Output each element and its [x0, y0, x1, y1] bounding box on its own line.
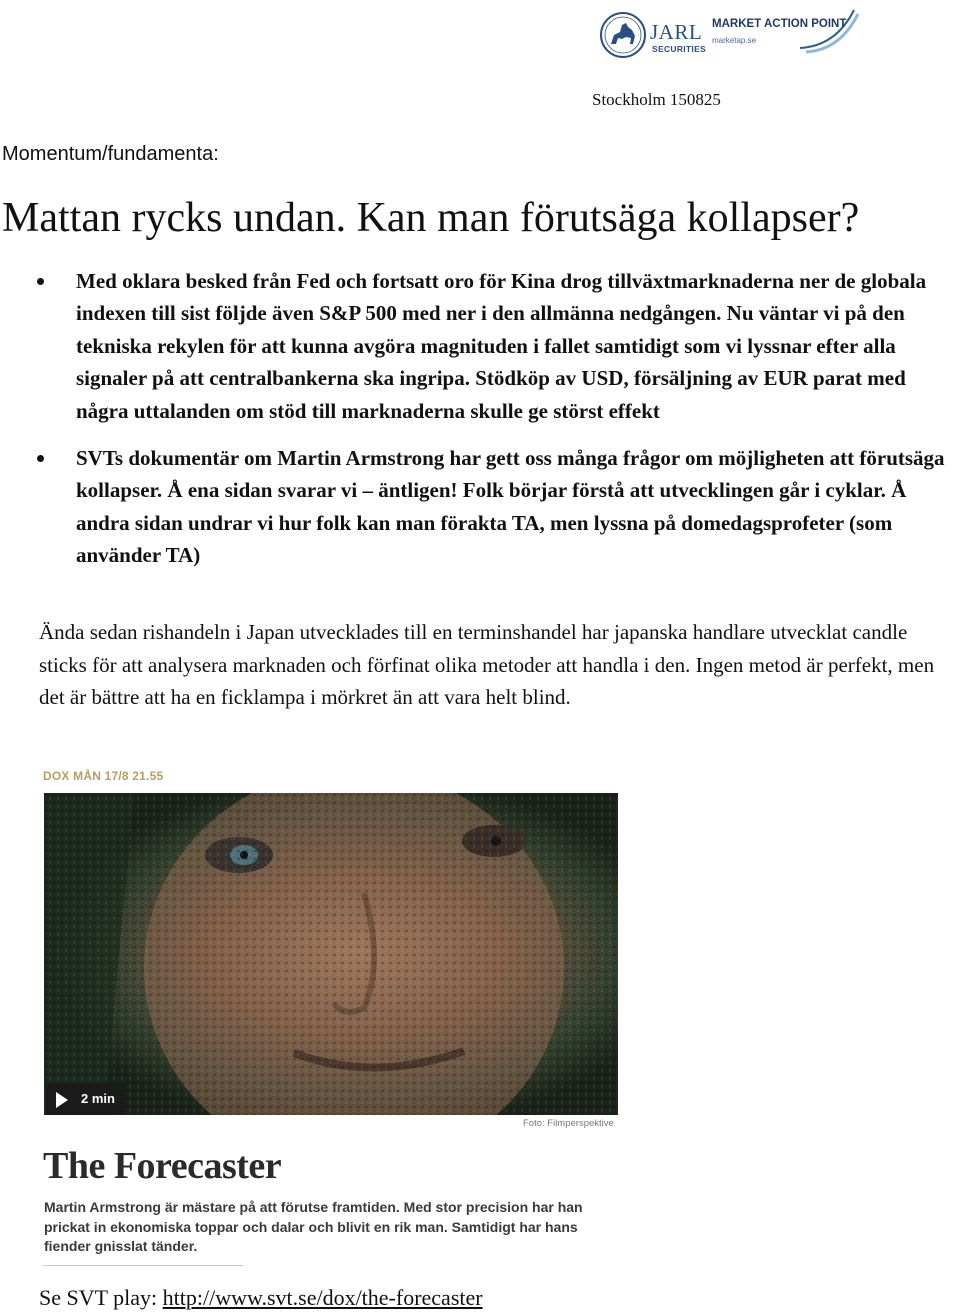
article-lede: Martin Armstrong är mästare på att förutse framtiden. Med stor precision har han prickat in ekonomiska toppar och dalar och blivit en rik man. Samtidigt har hans fiender gnisslat tänder. [44, 1199, 583, 1255]
map-logo-url: marketap.se [712, 36, 757, 45]
svt-play-line [39, 1285, 483, 1311]
jarl-logo-sub: SECURITIES [652, 44, 707, 54]
page-title: Mattan rycks undan. Kan man förutsäga kollapser? [2, 195, 860, 241]
bullet-text: SVTs dokumentär om Martin Armstrong har gett oss många frågor om möjligheten att förutsäga kollapser. Å ena sidan svarar vi – äntligen! Folk börjar förstå att utvecklingen går i cyklar. Å andra sidan undrar vi hur folk kan man förakta TA, men lyssna på domedagsprofeter (som använder TA) [76, 446, 945, 568]
play-video-button[interactable] [46, 1083, 126, 1115]
article-divider [43, 1265, 243, 1266]
body-paragraph: Ända sedan rishandeln i Japan utvecklades till en terminshandel har japanska handlare utvecklat candle sticks för att analysera marknaden och förfinat olika metoder att handla i den. Ingen metod är perfekt, men det är bättre att ha en ficklampa i mörkret än att vara helt blind. [39, 620, 935, 710]
jarl-logo-word: JARL [650, 20, 703, 44]
bullet-dot-icon [37, 455, 44, 462]
horse-rider-emblem-icon [598, 8, 648, 62]
svt-play-label: Se SVT play: [39, 1285, 163, 1310]
program-schedule: DOX MÅN 17/8 21.55 [43, 769, 164, 783]
article-title: The Forecaster [43, 1145, 282, 1187]
svt-article-image [43, 766, 623, 1266]
market-action-point-logo [710, 4, 862, 60]
svt-play-link[interactable]: http://www.svt.se/dox/the-forecaster [162, 1285, 483, 1310]
section-kicker: Momentum/fundamenta: [2, 143, 219, 165]
bullet-list [0, 265, 960, 587]
bullet-dot-icon [37, 278, 44, 285]
play-icon [56, 1092, 68, 1108]
bullet-item [0, 265, 960, 427]
portrait-illustration [44, 793, 618, 1115]
map-logo-title: MARKET ACTION POINT [712, 18, 847, 30]
jarl-securities-logo [598, 8, 706, 62]
video-duration: 2 min [81, 1091, 115, 1106]
bullet-item [0, 442, 960, 572]
document-date: Stockholm 150825 [592, 90, 721, 109]
armstrong-portrait[interactable] [44, 793, 618, 1115]
bullet-text: Med oklara besked från Fed och fortsatt oro för Kina drog tillväxtmarknaderna ner de globala indexen till sist följde även S&P 500 med ner i den allmänna nedgången. Nu väntar vi på den tekniska rekylen för att kunna avgöra magnituden i fallet samtidigt som vi lyssnar efter alla signaler på att centralbankerna ska ingripa. Stödköp av USD, försäljning av EUR parat med några uttalanden om stöd till marknaderna skulle ge störst effekt [76, 269, 927, 423]
photo-credit: Foto: Filmperspektive [523, 1118, 614, 1129]
swoosh-icon [710, 4, 862, 60]
